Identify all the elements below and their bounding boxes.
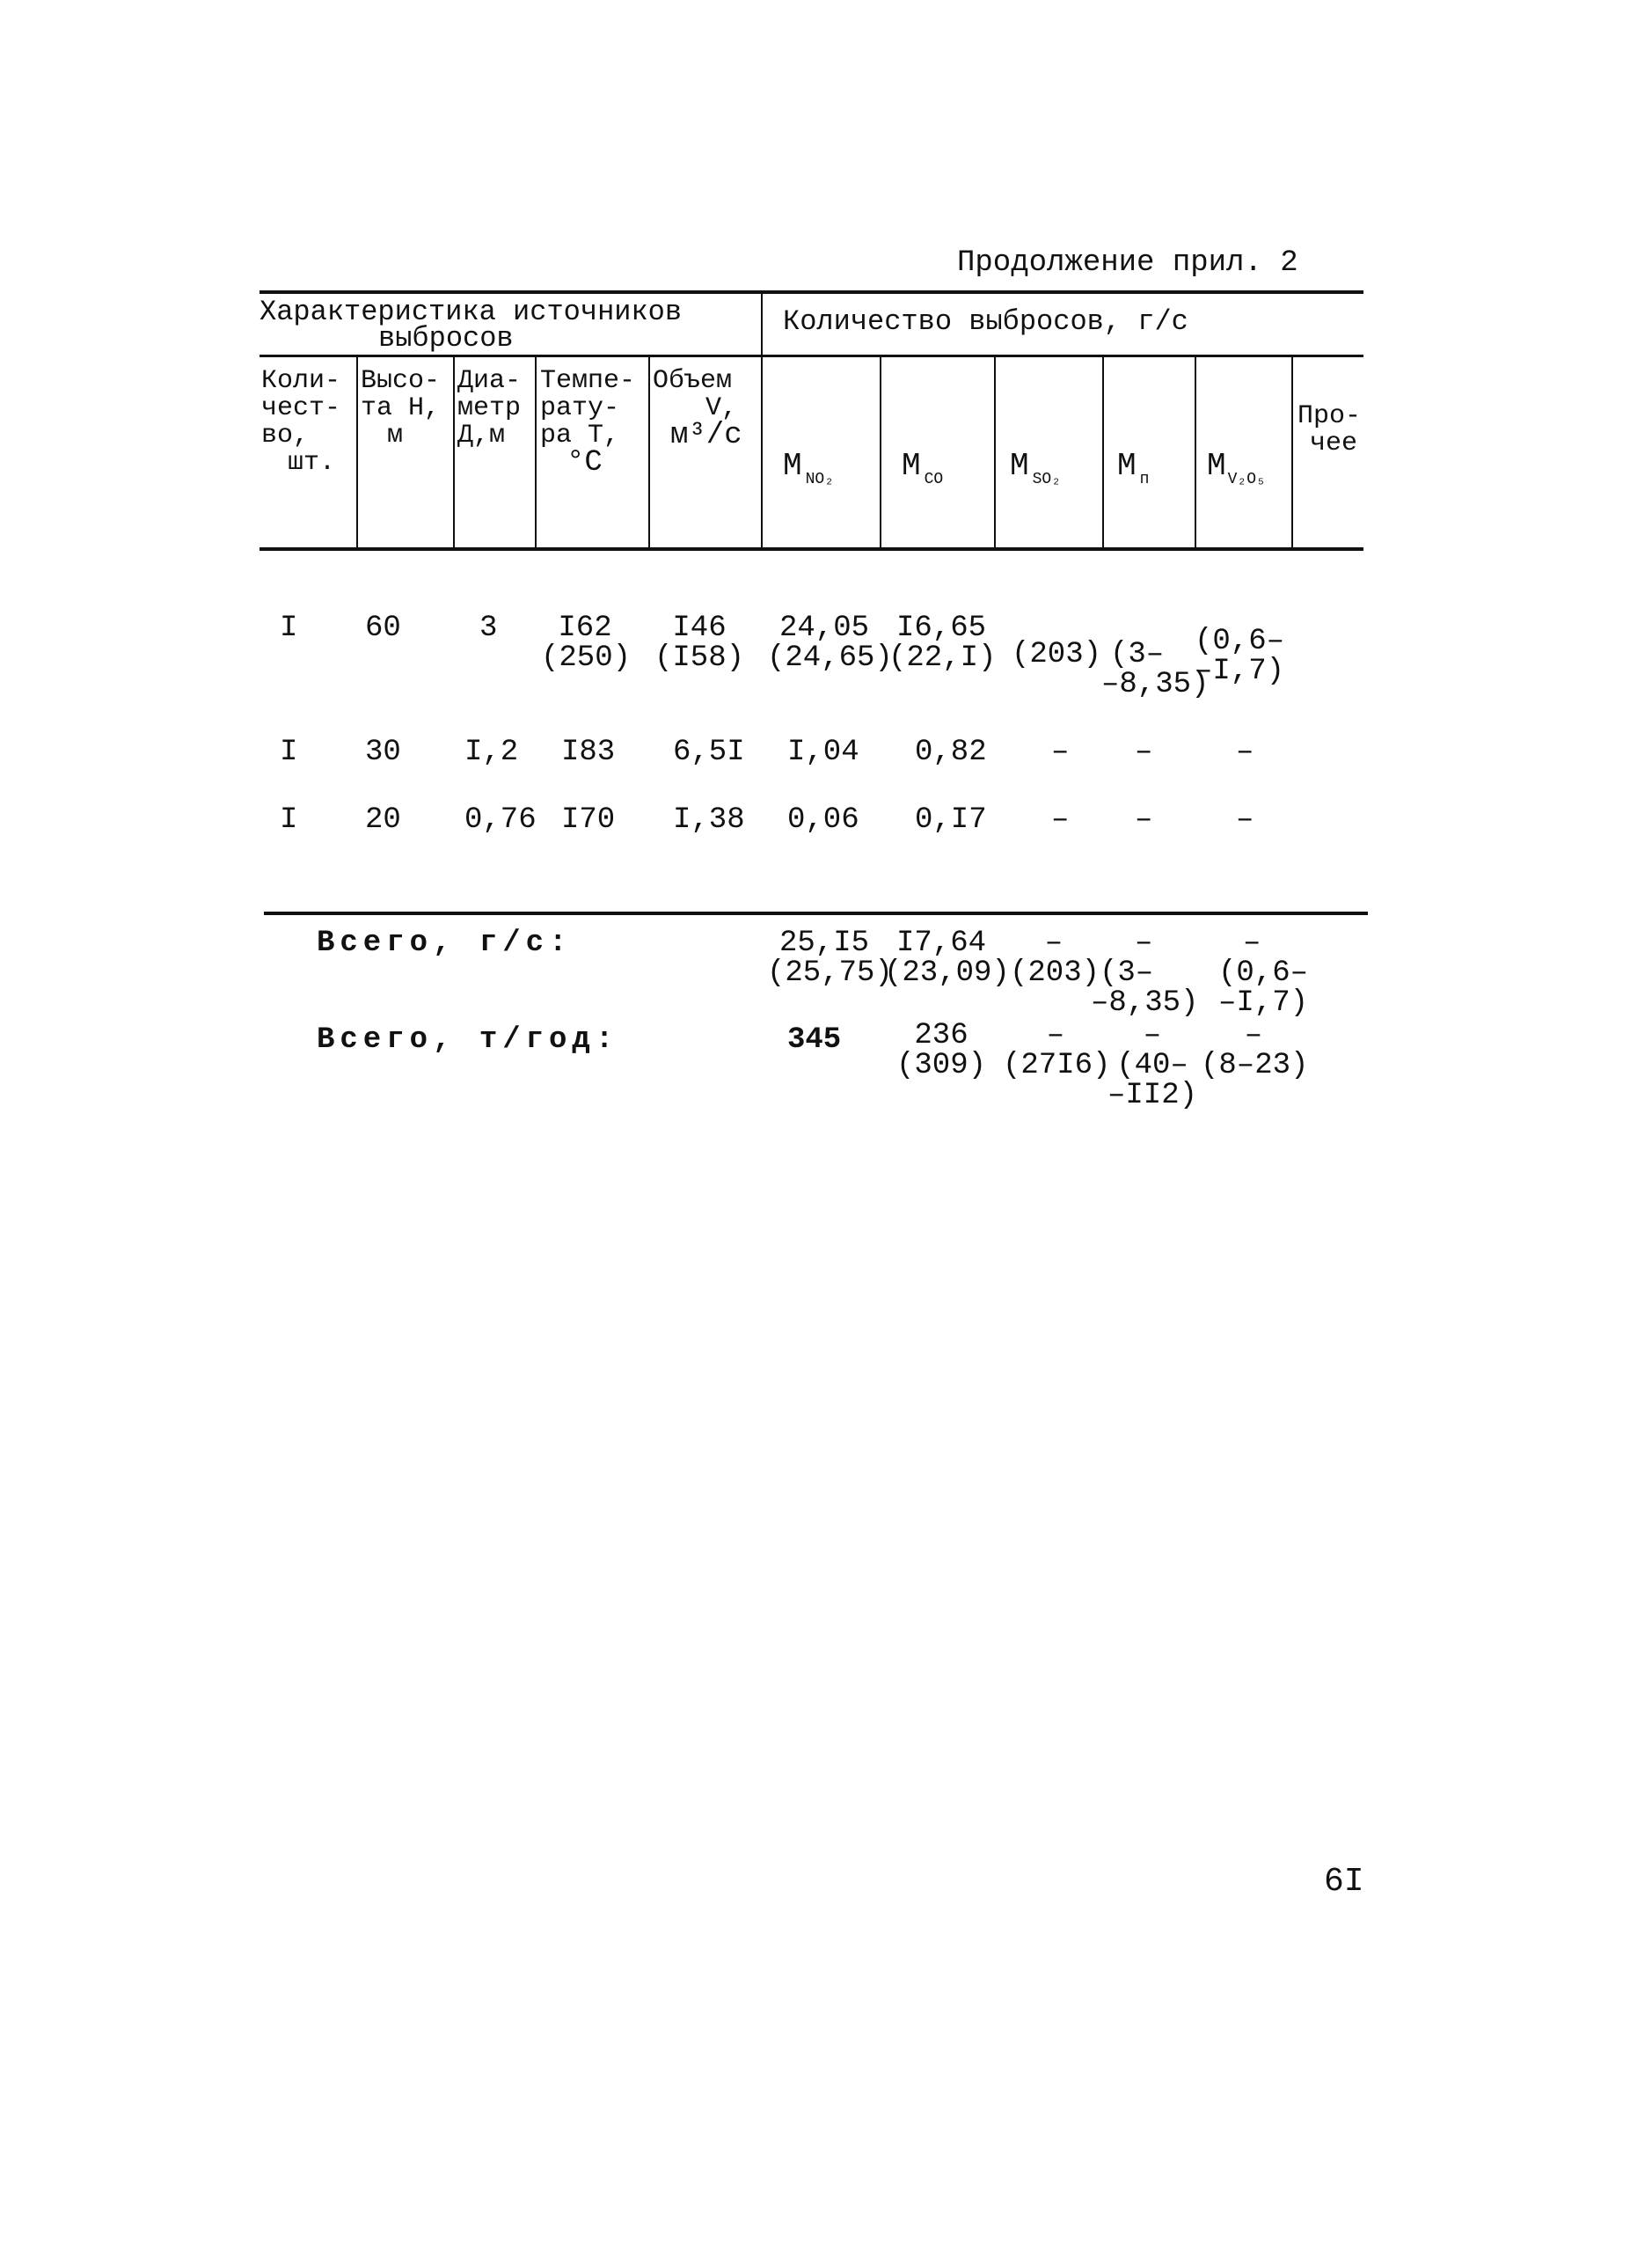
value-line: (203) (1012, 638, 1102, 671)
row3-so2: – (1051, 803, 1070, 837)
row1-co (888, 612, 997, 675)
header-line: Высо- (361, 366, 441, 396)
value-line: (203) (1010, 956, 1100, 990)
row3-no2: 0,06 (787, 803, 859, 837)
total-gs-co (884, 927, 1010, 990)
group-header-source-characteristics (259, 296, 683, 355)
header-line: м (387, 421, 404, 451)
header-m-co (902, 448, 944, 488)
table-top-rule (259, 290, 1363, 294)
value-line: 236 (914, 1019, 969, 1052)
value-line: (309) (895, 1049, 987, 1082)
col-divider (880, 357, 881, 547)
header-line: ра Т, (540, 421, 620, 451)
header-line: V, (705, 393, 738, 423)
row1-no2 (767, 612, 893, 675)
row1-height: 60 (365, 612, 401, 645)
value-line: – (1243, 927, 1261, 960)
value-line: 25,I5 (778, 927, 870, 960)
header-line: Диа- (457, 366, 522, 396)
header-subscript: п (1139, 471, 1150, 488)
row1-volume (651, 613, 748, 673)
header-volume (653, 368, 742, 450)
value-line: (8–23) (1201, 1049, 1309, 1082)
row2-height: 30 (365, 736, 401, 769)
header-line: чее (1310, 429, 1358, 458)
row3-v2o5: – (1236, 803, 1254, 837)
value-line: (0,6– (1195, 625, 1285, 658)
group-header-rule (259, 355, 1363, 357)
value-line: (250) (541, 641, 632, 675)
header-m-p (1117, 448, 1150, 488)
row1-temp (541, 612, 632, 675)
header-subscript: CO (924, 471, 944, 488)
header-bottom-rule (259, 547, 1363, 551)
continuation-note: Продолжение прил. 2 (957, 246, 1298, 280)
header-diameter (457, 368, 521, 450)
row2-v2o5: – (1236, 736, 1254, 769)
header-line: Коли- (261, 366, 341, 396)
header-line: Д,м (457, 421, 506, 451)
header-line: Темпе- (540, 366, 636, 396)
value-line: (3– (1100, 956, 1154, 990)
header-line: та Н, (361, 393, 441, 423)
value-line: – (1143, 1019, 1162, 1052)
value-line: (I58) (654, 641, 745, 675)
row1-v2o5 (1195, 627, 1284, 686)
total-ty-no2: 345 (787, 1023, 842, 1057)
header-temperature (540, 366, 636, 480)
header-base: М (783, 448, 802, 484)
row3-temp: I70 (561, 803, 616, 837)
row3-volume: I,38 (673, 803, 745, 837)
header-base: М (1117, 448, 1137, 484)
value-line: –8,35) (1101, 668, 1210, 701)
row1-so2 (1012, 640, 1101, 670)
value-line: – (1044, 927, 1064, 960)
value-line: –8,35) (1091, 986, 1199, 1020)
col-divider (994, 357, 996, 547)
value-line: 24,05 (778, 612, 870, 645)
value-line: (3– (1110, 638, 1165, 671)
value-line: (23,09) (884, 956, 1010, 990)
totals-top-rule (264, 912, 1368, 915)
value-line: (24,65) (767, 641, 893, 675)
page-number: 6I (1324, 1863, 1364, 1901)
header-line: шт. (288, 448, 336, 478)
value-line: –II2) (1107, 1079, 1198, 1112)
col-divider (1102, 357, 1104, 547)
row1-diameter: 3 (479, 612, 498, 645)
value-line: – (1244, 1019, 1263, 1052)
col-divider (453, 357, 455, 547)
value-line: (40– (1116, 1049, 1188, 1082)
header-base: М (1207, 448, 1226, 484)
row2-temp: I83 (561, 736, 616, 769)
col-divider (761, 294, 763, 547)
value-line: – (1046, 1019, 1065, 1052)
row2-no2: I,04 (787, 736, 859, 769)
row3-height: 20 (365, 803, 401, 837)
total-ty-co (893, 1021, 990, 1081)
header-height (361, 368, 440, 450)
value-line: –I,7) (1195, 655, 1285, 688)
header-line: Объем (653, 366, 733, 396)
header-other (1297, 403, 1361, 458)
row2-so2: – (1051, 736, 1070, 769)
header-subscript: V₂O₅ (1227, 471, 1266, 488)
value-line: I46 (672, 612, 727, 645)
total-ty-label: Всего, т/год: (317, 1023, 619, 1057)
total-gs-p (1091, 927, 1199, 1020)
value-line: (25,75) (767, 956, 893, 990)
value-line: I62 (558, 612, 612, 645)
header-line: Характеристика источников (259, 296, 683, 328)
header-base: М (1010, 448, 1029, 484)
row2-diameter: I,2 (464, 736, 519, 769)
total-gs-no2 (767, 927, 893, 990)
total-gs-v2o5 (1218, 928, 1308, 1018)
total-ty-p (1100, 1021, 1205, 1110)
header-subscript: SO₂ (1032, 471, 1062, 488)
total-gs-label: Всего, г/с: (317, 927, 573, 960)
row2-qty: I (280, 736, 298, 769)
header-line: выбросов (378, 322, 514, 355)
row2-p: – (1135, 736, 1153, 769)
header-subscript: NO₂ (805, 471, 835, 488)
header-line: метр (457, 393, 522, 423)
value-line: (22,I) (888, 641, 997, 675)
header-qty (261, 368, 340, 477)
total-ty-so2 (1003, 1019, 1111, 1082)
row2-co: 0,82 (915, 736, 987, 769)
col-divider (356, 357, 358, 547)
value-line: I6,65 (895, 612, 987, 645)
value-line: – (1135, 927, 1153, 960)
col-divider (535, 357, 537, 547)
row3-qty: I (280, 803, 298, 837)
value-line: –I,7) (1218, 986, 1309, 1020)
header-line: во, (261, 421, 310, 451)
header-line: чест- (261, 393, 341, 423)
value-line: I7,64 (895, 927, 987, 960)
header-line: Про- (1297, 401, 1362, 431)
row3-diameter: 0,76 (464, 803, 537, 837)
col-divider (648, 357, 650, 547)
row2-volume: 6,5I (673, 736, 745, 769)
value-line: (0,6– (1218, 956, 1309, 990)
row1-qty: I (280, 612, 298, 645)
total-ty-v2o5 (1201, 1019, 1309, 1082)
header-base: М (902, 448, 921, 484)
total-gs-so2 (1010, 928, 1098, 988)
col-divider (1195, 357, 1196, 547)
row3-p: – (1135, 803, 1153, 837)
header-line: °С (567, 446, 603, 480)
header-m-no2 (783, 448, 835, 488)
header-m-v2o5 (1207, 448, 1266, 488)
header-m-so2 (1010, 448, 1062, 488)
value-line: (27I6) (1003, 1049, 1111, 1082)
header-line: м³/с (670, 419, 742, 452)
col-divider (1291, 357, 1293, 547)
header-line: рату- (540, 393, 620, 423)
row3-co: 0,I7 (915, 803, 987, 837)
group-header-emissions: Количество выбросов, г/с (783, 305, 1188, 338)
